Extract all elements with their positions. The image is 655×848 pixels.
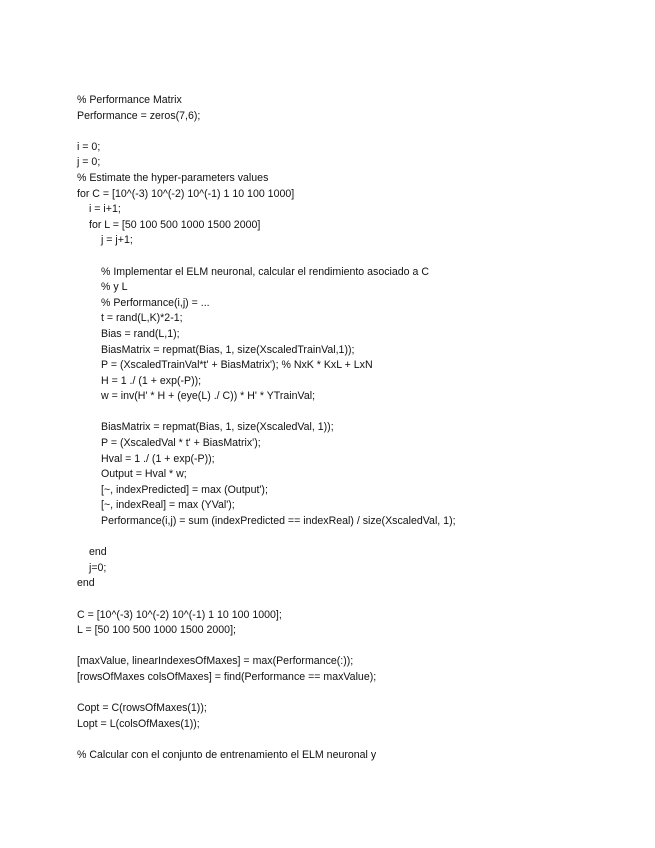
code-line: P = (XscaledTrainVal*t' + BiasMatrix'); % NxK * KxL + LxN [101, 359, 373, 372]
blank-line [77, 592, 637, 608]
code-listing [77, 93, 637, 764]
code-line: BiasMatrix = repmat(Bias, 1, size(XscaledTrainVal,1)); [101, 343, 355, 356]
code-line: P = (XscaledVal * t' + BiasMatrix'); [101, 437, 261, 450]
code-line: j = j+1; [101, 234, 133, 247]
blank-line [77, 639, 637, 655]
code-line: Copt = C(rowsOfMaxes(1)); [77, 702, 207, 715]
code-line: Performance(i,j) = sum (indexPredicted == indexReal) / size(XscaledVal, 1); [101, 515, 456, 528]
code-line: end [89, 546, 107, 559]
code-line: i = 0; [77, 140, 101, 153]
code-line: Bias = rand(L,1); [101, 327, 180, 340]
code-line: w = inv(H' * H + (eye(L) ./ C)) * H' * YTrainVal; [101, 390, 316, 403]
code-line: i = i+1; [89, 203, 121, 216]
code-line: Hval = 1 ./ (1 + exp(-P)); [101, 452, 215, 465]
blank-line [77, 124, 637, 140]
code-line: % Calcular con el conjunto de entrenamiento el ELM neuronal y [77, 748, 377, 761]
code-line: for C = [10^(-3) 10^(-2) 10^(-1) 1 10 100 1000] [77, 187, 295, 200]
code-line: BiasMatrix = repmat(Bias, 1, size(XscaledVal, 1)); [101, 421, 334, 434]
code-line: % Estimate the hyper-parameters values [77, 171, 269, 184]
blank-line [77, 405, 637, 421]
code-line: C = [10^(-3) 10^(-2) 10^(-1) 1 10 100 1000]; [77, 608, 282, 621]
code-line: % y L [101, 281, 128, 294]
code-line: end [77, 577, 95, 590]
code-line: t = rand(L,K)*2-1; [101, 312, 183, 325]
blank-line [77, 732, 637, 748]
code-line: % Implementar el ELM neuronal, calcular el rendimiento asociado a C [101, 265, 429, 278]
code-line: Output = Hval * w; [101, 468, 187, 481]
code-line: L = [50 100 500 1000 1500 2000]; [77, 624, 236, 637]
code-line: Performance = zeros(7,6); [77, 109, 201, 122]
code-line: % Performance Matrix [77, 94, 182, 106]
blank-line [77, 530, 637, 546]
code-line: [~, indexPredicted] = max (Output'); [101, 483, 268, 496]
code-line: [~, indexReal] = max (YVal'); [101, 499, 235, 512]
code-line: [maxValue, linearIndexesOfMaxes] = max(Performance(:)); [77, 655, 354, 668]
code-line: for L = [50 100 500 1000 1500 2000] [89, 218, 261, 231]
code-line: Lopt = L(colsOfMaxes(1)); [77, 717, 200, 730]
code-line: [rowsOfMaxes colsOfMaxes] = find(Performance == maxValue); [77, 670, 377, 683]
blank-line [77, 249, 637, 265]
code-line: j=0; [89, 561, 107, 574]
code-line: j = 0; [77, 156, 101, 169]
blank-line [77, 686, 637, 702]
code-line: H = 1 ./ (1 + exp(-P)); [101, 374, 202, 387]
code-line: % Performance(i,j) = ... [101, 296, 210, 309]
